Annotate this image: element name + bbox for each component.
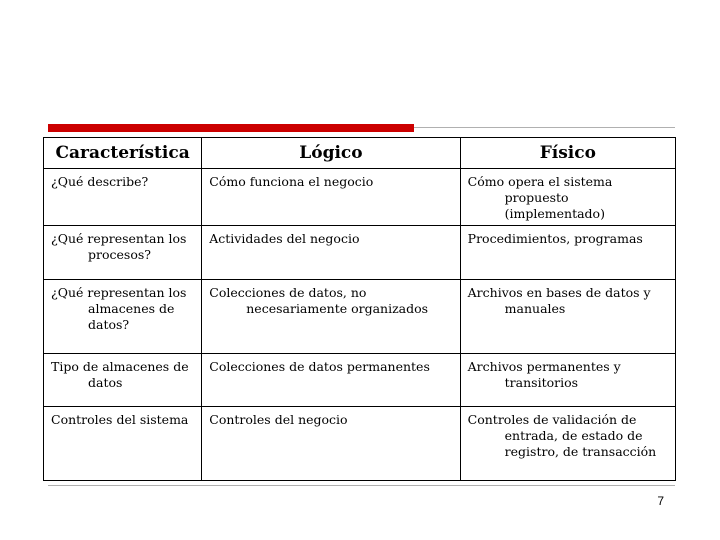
table-cell	[202, 226, 460, 280]
table-cell	[44, 407, 202, 481]
table-cell	[460, 169, 675, 226]
table-cell	[460, 280, 675, 354]
cell-text: ¿Qué representan los procesos?	[51, 231, 187, 262]
table-cell	[202, 407, 460, 481]
table-cell	[44, 354, 202, 407]
cell-text: Archivos en bases de datos y manuales	[467, 285, 651, 316]
cell-text: Procedimientos, programas	[467, 231, 643, 246]
cell-text: Archivos permanentes y transitorios	[467, 359, 621, 390]
table-cell	[460, 226, 675, 280]
cell-text: Tipo de almacenes de datos	[51, 359, 189, 390]
bottom-rule	[48, 485, 675, 486]
cell-text: Controles del negocio	[209, 412, 348, 427]
table-row	[44, 280, 676, 354]
header-logico: Lógico	[202, 138, 460, 169]
table-cell	[44, 169, 202, 226]
table-cell	[202, 169, 460, 226]
top-rule	[414, 127, 675, 128]
page-number: 7	[657, 494, 664, 508]
table-cell	[460, 354, 675, 407]
cell-text: Controles del sistema	[51, 412, 189, 427]
table-row	[44, 169, 676, 226]
header-caracteristica: Característica	[44, 138, 202, 169]
table-cell	[44, 280, 202, 354]
table-cell	[44, 226, 202, 280]
cell-text: Colecciones de datos, no necesariamente organizados	[209, 285, 429, 316]
header-fisico: Físico	[460, 138, 675, 169]
cell-text: Actividades del negocio	[209, 231, 360, 246]
table-row	[44, 407, 676, 481]
cell-text: ¿Qué describe?	[51, 174, 149, 189]
cell-text: Cómo funciona el negocio	[209, 174, 374, 189]
table-cell	[202, 354, 460, 407]
table-row	[44, 354, 676, 407]
accent-bar	[48, 124, 414, 132]
table-row	[44, 226, 676, 280]
table-cell	[202, 280, 460, 354]
table-cell	[460, 407, 675, 481]
cell-text: Controles de validación de entrada, de estado de registro, de transacción	[467, 412, 657, 459]
header-row	[44, 138, 676, 169]
cell-text: ¿Qué representan los almacenes de datos?	[51, 285, 187, 332]
cell-text: Cómo opera el sistema propuesto (implementado)	[467, 174, 613, 221]
comparison-table	[43, 137, 676, 481]
cell-text: Colecciones de datos permanentes	[209, 359, 430, 374]
